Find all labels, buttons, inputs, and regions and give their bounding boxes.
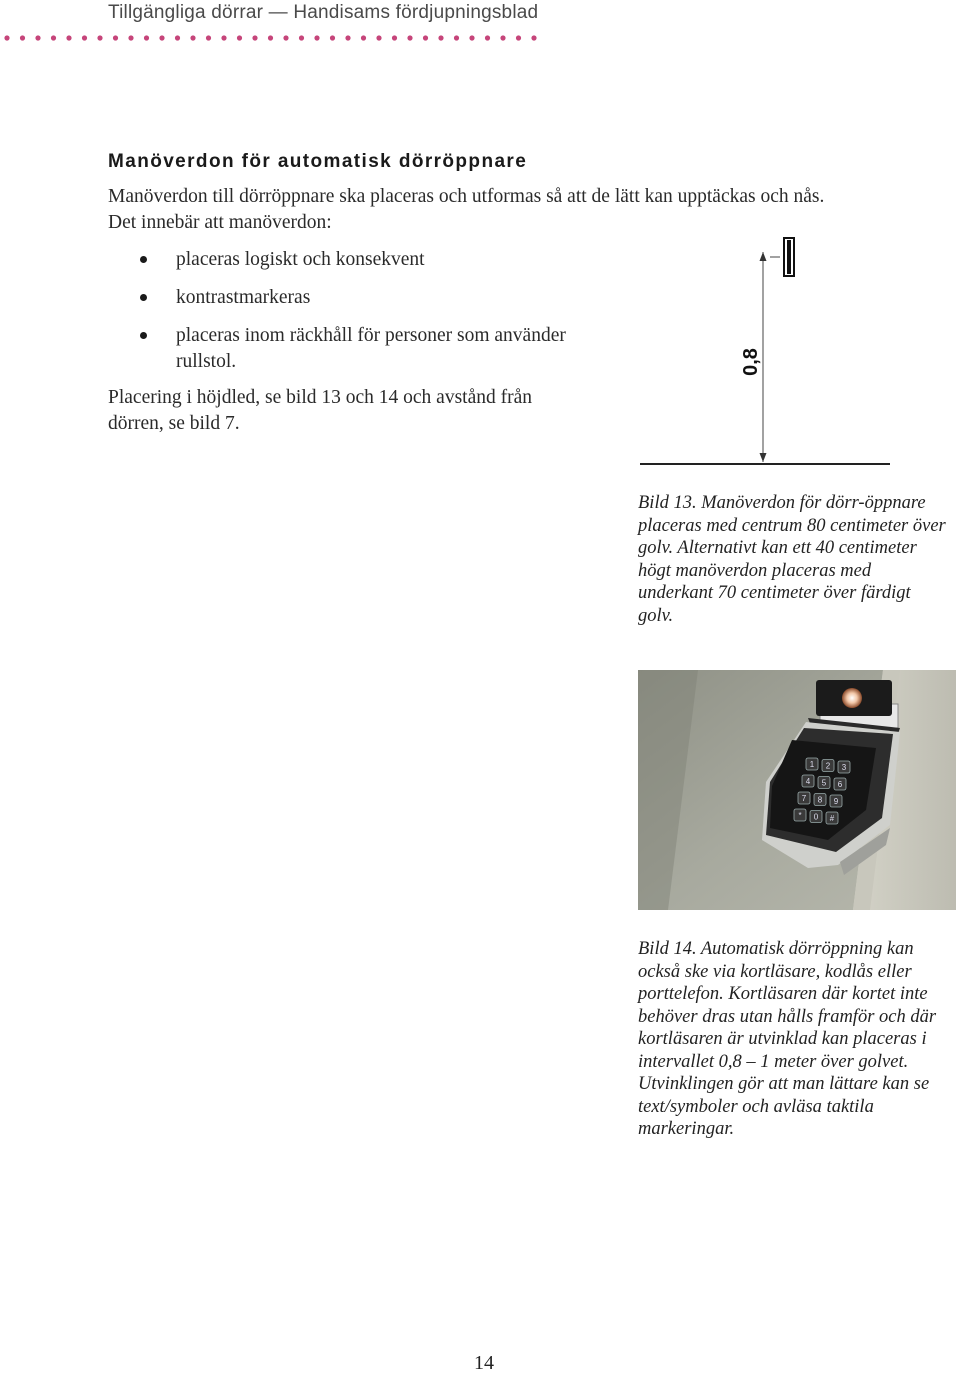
figure-caption-13: Bild 13. Manöverdon för dörr-öppnare placeras med centrum 80 centimeter över golv. Alternativt kan ett 40 centimeter högt manöverdon placeras med underkant 70 centimeter över färdigt golv. (638, 493, 946, 626)
keypad-key-label: 3 (841, 763, 847, 772)
keypad-key-label: 7 (801, 794, 807, 803)
bullet-icon (140, 256, 147, 263)
keypad-key-label: # (829, 814, 835, 823)
decorative-dot (516, 35, 521, 40)
decorative-dot (299, 35, 304, 40)
keypad-key-label: 6 (837, 780, 843, 789)
decorative-dot (407, 35, 412, 40)
decorative-dot (20, 35, 25, 40)
decorative-dot (438, 35, 443, 40)
decorative-dot (51, 35, 56, 40)
running-header: Tillgängliga dörrar — Handisams fördjupningsblad (108, 2, 539, 23)
decorative-dot (159, 35, 164, 40)
arrow-up-icon (760, 252, 767, 261)
list-item-text: placeras logiskt och konsekvent (176, 249, 425, 270)
decorative-dot (314, 35, 319, 40)
keypad-key-label: 0 (813, 812, 819, 822)
placement-paragraph: Placering i höjdled, se bild 13 och 14 och avstånd från dörren, se bild 7. (108, 387, 533, 434)
list-item-text: placeras inom räckhåll för personer som använder rullstol. (176, 325, 566, 372)
bullet-icon (140, 294, 147, 301)
keypad-key-label: 5 (821, 778, 827, 788)
dotted-rule (0, 32, 560, 44)
decorative-dot (237, 35, 242, 40)
decorative-dot (66, 35, 71, 40)
decorative-dot (144, 35, 149, 40)
decorative-dot (221, 35, 226, 40)
list-item-text: kontrastmarkeras (176, 287, 311, 308)
keypad-key-label: 1 (809, 760, 815, 769)
decorative-dot (268, 35, 273, 40)
dimension-label: 0,8 (740, 348, 762, 376)
keypad-key-label: * (798, 811, 802, 820)
decorative-dot (97, 35, 102, 40)
decorative-dot (206, 35, 211, 40)
decorative-dot (500, 35, 505, 40)
list-item (140, 285, 616, 311)
decorative-dot (423, 35, 428, 40)
requirements-list (140, 247, 616, 387)
decorative-dot (175, 35, 180, 40)
decorative-dot (128, 35, 133, 40)
decorative-dot (330, 35, 335, 40)
section-heading: Manöverdon för automatisk dörröppnare (108, 151, 528, 172)
height-diagram (630, 230, 900, 470)
decorative-dot (469, 35, 474, 40)
intro-paragraph: Manöverdon till dörröppnare ska placeras och utformas så att de lätt kan upptäckas och nås. Det innebär att manöverdon: (108, 186, 825, 233)
decorative-dot (82, 35, 87, 40)
list-item (140, 323, 616, 375)
page-number: 14 (474, 1352, 494, 1374)
decorative-dot (283, 35, 288, 40)
decorative-dot (392, 35, 397, 40)
decorative-dot (376, 35, 381, 40)
decorative-dot (361, 35, 366, 40)
decorative-dot (190, 35, 195, 40)
decorative-dot (4, 35, 9, 40)
decorative-dot (485, 35, 490, 40)
figure-caption-14: Bild 14. Automatisk dörröppning kan också ske via kortläsare, kodlås eller porttelefon. Kortläsaren där kortet inte behöver dras utan hålls framför och där kortläsaren är utvinklad kan placeras i intervallet 0,8 – 1 meter över golvet. Utvinklingen gör att man lättare kan se text/symboler och avläsa taktila markeringar. (638, 939, 937, 1139)
arrow-down-icon (760, 453, 767, 462)
list-item (140, 247, 616, 273)
decorative-dot (35, 35, 40, 40)
keypad-key-label: 4 (805, 777, 811, 786)
keypad-key-label: 2 (825, 761, 831, 771)
keypad-key-label: 9 (833, 797, 839, 806)
card-reader-photo (638, 670, 956, 910)
decorative-dot (252, 35, 257, 40)
decorative-dot (345, 35, 350, 40)
decorative-dot (454, 35, 459, 40)
decorative-dot (531, 35, 536, 40)
keypad-key-label: 8 (817, 795, 823, 805)
bullet-icon (140, 332, 147, 339)
decorative-dot (113, 35, 118, 40)
